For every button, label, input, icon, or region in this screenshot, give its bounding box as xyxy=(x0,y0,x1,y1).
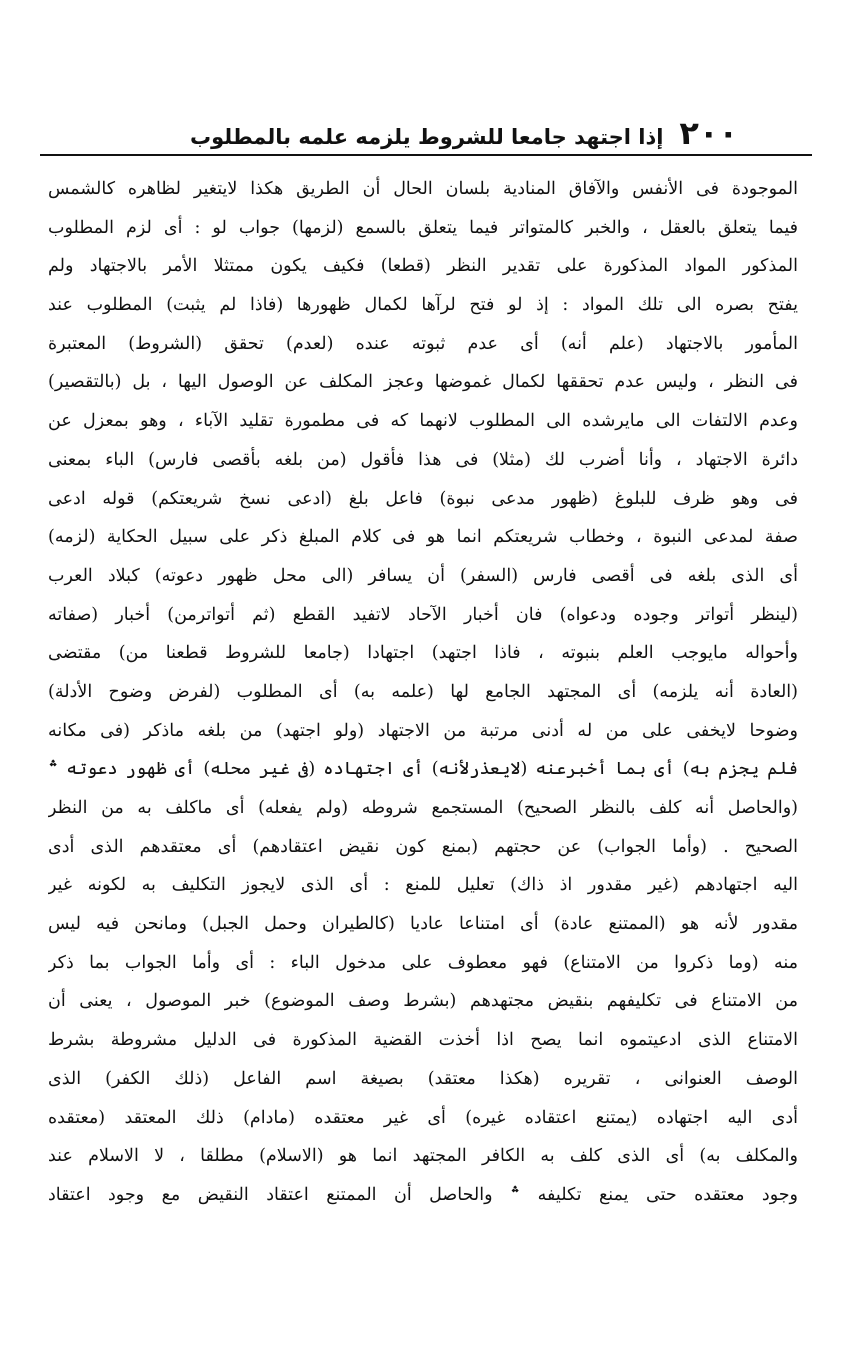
text-line: فى وهو ظرف للبلوغ (ظهور مدعى نبوة) فاعل بلغ (ادعى نسخ شريعتكم) قوله ادعى xyxy=(48,488,798,509)
page-header xyxy=(40,112,810,152)
text-line: دائرة الاجتهاد ، وأنا أضرب لك (مثلا) فى هذا فأقول (من بلغه بأقصى فارس) الباء بمعنى xyxy=(48,449,798,470)
text-line: (العادة أنه يلزمه) أى المجتهد الجامع لها (علمه به) أى المطلوب (لفرض وضوح الأدلة) xyxy=(48,681,798,702)
text-line: الوصف العنوانى ، تقريره (هكذا معتقد) بصيغة اسم الفاعل (ذلك الكفر) الذى xyxy=(48,1068,798,1089)
text-line: وعدم الالتفات الى مايرشده الى المطلوب لانهما كه فى مطمورة تقليد الآباء ، وهو بمعزل عن xyxy=(48,411,798,432)
text-line: يفتح بصره الى تلك المواد : إذ لو فتح لرآها لكمال ظهورها (فاذا لم يثبت) المطلوب عند xyxy=(48,295,798,316)
text-line: فى النظر ، وليس عدم تحققها لكمال غموضها وعجز المكلف عن الوصول اليها ، بل (بالتقصير) xyxy=(48,372,798,393)
text-line: وأحواله مايوجب العلم بنبوته ، فاذا اجتهد) اجتهادا (جامعا للشروط قطعنا من) مقتضى xyxy=(48,643,798,664)
text-line: المأمور بالاجتهاد (علم أنه) أى عدم ثبوته عنده (لعدم) تحقق (الشروط) المعتبرة xyxy=(48,333,798,354)
page-number: ٢٠٠ xyxy=(679,114,738,152)
running-title: إذا اجتهد جامعا للشروط يلزمه علمه بالمطلوب xyxy=(190,125,664,149)
text-line: فلم يجزم به) أى بما أخبرعنه (لايعذرلأنه) أى اجتهاده (فى غير محله) أى ظهور دعوته ؞ xyxy=(48,759,798,780)
text-line: الامتناع الذى ادعيتموه انما يصح اذا أخذت القضية المذكورة فى الدليل مشروطة بشرط xyxy=(48,1030,798,1051)
text-line: (والحاصل أنه كلف بالنظر الصحيح) المستجمع شروطه (ولم يفعله) أى ماكلف به من النظر xyxy=(48,798,798,818)
text-line: أى الذى بلغه فى أقصى فارس (السفر) أن يسافر (الى محل ظهور دعوته) كبلاد العرب xyxy=(48,565,798,586)
text-line: الصحيح . (وأما الجواب) عن حجتهم (بمنع كون نقيض اعتقادهم) أى معتقدهم الذى أدى xyxy=(48,836,798,857)
body-text xyxy=(48,170,798,1215)
header-rule xyxy=(40,154,812,156)
text-line: فيما يتعلق بالعقل ، والخبر كالمتواتر فيما يتعلق بالسمع (لزمها) جواب لو : أى لزم المطلوب xyxy=(48,217,798,238)
text-line: صفة لمدعى النبوة ، وخطاب شريعتكم انما هو فى كلام المبلغ ذكر على سبيل الحكاية (لزمه) xyxy=(48,527,798,548)
text-line: اليه اجتهادهم (غير مقدور اذ ذاك) تعليل للمنع : أى الذى لايجوز التكليف به لكونه غير xyxy=(48,875,798,896)
text-line: وجود معتقده حتى يمنع تكليفه ؞ والحاصل أن الممتنع اعتقاد النقيض مع وجود اعتقاد xyxy=(48,1184,798,1205)
text-line: الموجودة فى الأنفس والآفاق المنادية بلسان الحال أن الطريق هكذا لايتغير لظاهره كالشمس xyxy=(48,179,798,199)
text-line: مقدور لأنه هو (الممتنع عادة) أى امتناعا عاديا (كالطيران وحمل الجبل) ومانحن فيه ليس xyxy=(48,914,798,935)
text-line: وضوحا لايخفى على من له أدنى مرتبة من الاجتهاد (ولو اجتهد) من بلغه ماذكر (فى مكانه xyxy=(48,720,798,741)
text-line: (لينظر أتواتر وجوده ودعواه) فان أخبار الآحاد لاتفيد القطع (ثم أتواترمن) أخبار (صفاته xyxy=(48,604,798,625)
text-line: أدى اليه اجتهاده (يمتنع اعتقاده غيره) أى غير معتقده (مادام) ذلك المعتقد (معتقده xyxy=(48,1107,798,1128)
text-line: والمكلف به) أى الذى كلف به الكافر المجتهد انما هو (الاسلام) مطلقا ، لا الاسلام عند xyxy=(48,1146,798,1167)
text-line: المذكور المواد المذكورة على تقدير النظر (قطعا) فكيف يكون ممتثلا الأمر بالاجتهاد ولم xyxy=(48,256,798,277)
text-line: منه (وما ذكروا من الامتناع) فهو معطوف على مدخول الباء : أى وأما الجواب بما ذكر xyxy=(48,952,798,973)
text-line: من الامتناع فى تكليفهم بنقيض مجتهدهم (بشرط وصف الموضوع) خبر الموصول ، يعنى أن xyxy=(48,991,798,1012)
